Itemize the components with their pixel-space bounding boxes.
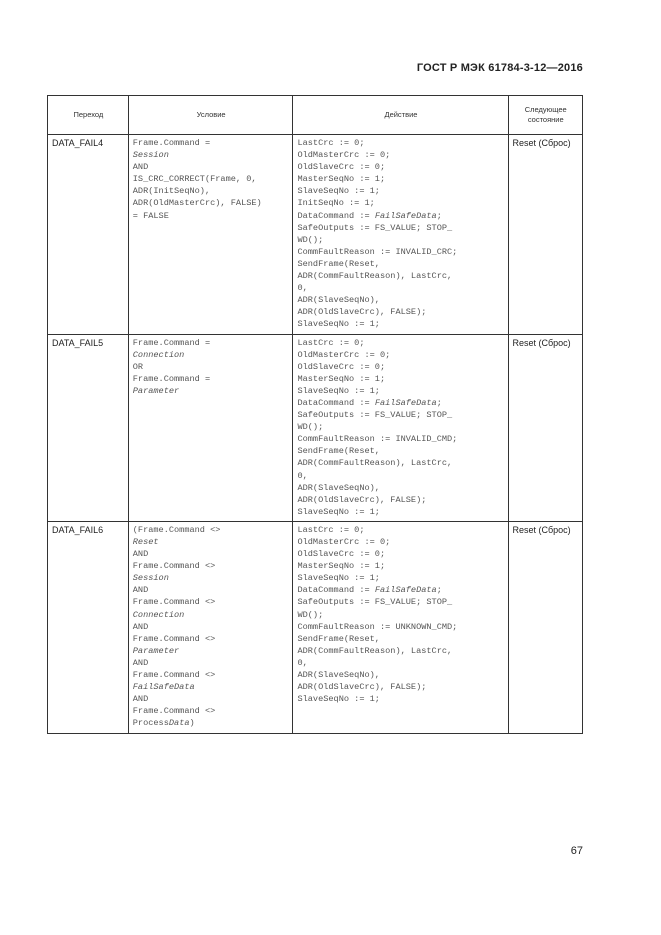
code-text: LastCrc := 0; xyxy=(297,524,365,535)
code-text: AND xyxy=(132,621,149,632)
code-identifier-italic: Connection xyxy=(132,609,185,620)
code-line xyxy=(297,421,504,433)
code-line xyxy=(297,548,504,560)
code-line xyxy=(297,433,504,445)
code-text: Frame.Command <> xyxy=(132,561,216,572)
code-line xyxy=(133,210,290,222)
page-number: 67 xyxy=(570,845,583,857)
code-line xyxy=(133,572,290,584)
code-line xyxy=(297,137,504,149)
code-text: SafeOutputs := FS_VALUE; STOP_ xyxy=(297,222,453,233)
code-text: SafeOutputs := FS_VALUE; STOP_ xyxy=(297,410,453,421)
code-text: ; xyxy=(436,397,442,408)
code-line xyxy=(133,161,290,173)
code-text: Frame.Command = xyxy=(132,138,211,148)
code-text: InitSeqNo := 1; xyxy=(297,198,375,209)
code-text: ADR(OldSlaveCrc), FALSE); xyxy=(297,307,427,318)
code-text: MasterSeqNo := 1; xyxy=(297,561,386,572)
code-text: SlaveSeqNo := 1; xyxy=(297,385,380,396)
code-text: AND xyxy=(132,694,149,705)
state-transition-table xyxy=(47,95,583,734)
table-row xyxy=(48,334,583,521)
code-line xyxy=(133,137,290,149)
code-line xyxy=(297,385,504,397)
table-header-row xyxy=(48,96,583,135)
code-text: OldMasterCrc := 0; xyxy=(297,537,391,547)
code-text: ; xyxy=(436,210,442,221)
code-text: SendFrame(Reset, xyxy=(297,633,380,644)
code-line xyxy=(133,185,290,197)
code-line xyxy=(133,669,290,681)
code-line xyxy=(297,681,504,693)
code-text: (Frame.Command <> xyxy=(132,524,221,535)
code-line xyxy=(133,621,290,633)
code-line xyxy=(133,536,290,548)
code-line xyxy=(133,596,290,608)
code-text: SendFrame(Reset, xyxy=(297,446,380,457)
next-state-cell: Reset (Сброс) xyxy=(508,521,583,733)
code-line xyxy=(297,161,504,173)
code-text: ADR(SlaveSeqNo), xyxy=(297,670,380,681)
column-header-transition: Переход xyxy=(48,96,129,135)
code-line xyxy=(297,560,504,572)
code-line xyxy=(297,258,504,270)
code-text: MasterSeqNo := 1; xyxy=(297,373,386,384)
code-text: IS_CRC_CORRECT(Frame, 0, xyxy=(132,174,257,185)
code-line xyxy=(297,306,504,318)
code-text: Frame.Command = xyxy=(132,337,211,348)
next-state-cell: Reset (Сброс) xyxy=(508,135,583,335)
code-identifier-italic: FailSafeData xyxy=(374,585,437,596)
code-line xyxy=(297,361,504,373)
code-text: ADR(OldSlaveCrc), FALSE); xyxy=(297,682,427,693)
code-line xyxy=(297,349,504,361)
code-line xyxy=(297,572,504,584)
document-header: ГОСТ Р МЭК 61784-3-12—2016 xyxy=(416,62,583,74)
code-line xyxy=(297,185,504,197)
code-text: AND xyxy=(132,585,149,596)
code-text: DataCommand := xyxy=(297,585,375,596)
code-line xyxy=(133,645,290,657)
code-text: SlaveSeqNo := 1; xyxy=(297,319,380,330)
code-line xyxy=(297,337,504,349)
code-line xyxy=(297,657,504,669)
code-text: CommFaultReason := INVALID_CMD; xyxy=(297,434,458,445)
transition-cell: DATA_FAIL6 xyxy=(48,521,129,733)
code-line xyxy=(297,669,504,681)
code-text: SendFrame(Reset, xyxy=(297,258,380,269)
code-line xyxy=(297,270,504,282)
code-text: OldSlaveCrc := 0; xyxy=(297,549,386,560)
column-header-next-state xyxy=(508,96,583,135)
code-text: SafeOutputs := FS_VALUE; STOP_ xyxy=(297,597,453,608)
code-line xyxy=(297,445,504,457)
code-line xyxy=(133,361,290,373)
code-text: ADR(CommFaultReason), LastCrc, xyxy=(297,645,453,656)
code-line xyxy=(297,409,504,421)
code-text: 0, xyxy=(297,657,308,668)
code-text: ADR(CommFaultReason), LastCrc, xyxy=(297,271,453,282)
code-line xyxy=(297,294,504,306)
code-text: CommFaultReason := INVALID_CRC; xyxy=(297,246,458,257)
code-text: DataCommand := xyxy=(297,397,375,408)
code-line xyxy=(297,633,504,645)
column-header-condition: Условие xyxy=(128,96,293,135)
code-text: WD(); xyxy=(297,234,324,245)
code-line xyxy=(297,210,504,222)
code-line xyxy=(297,246,504,258)
code-line xyxy=(297,197,504,209)
code-text: OldSlaveCrc := 0; xyxy=(297,361,386,372)
code-text: SlaveSeqNo := 1; xyxy=(297,573,380,584)
code-identifier-italic: Session xyxy=(132,150,169,161)
code-line xyxy=(133,337,290,349)
code-line xyxy=(297,609,504,621)
code-line xyxy=(297,524,504,536)
code-text: Frame.Command <> xyxy=(132,706,216,717)
code-text: Frame.Command <> xyxy=(132,670,216,681)
code-line xyxy=(133,560,290,572)
code-text: DataCommand := xyxy=(297,210,375,221)
code-line xyxy=(133,373,290,385)
code-identifier-italic: FailSafeData xyxy=(132,682,195,693)
code-text: ADR(InitSeqNo), xyxy=(132,186,211,197)
code-text: ADR(OldMasterCrc), FALSE) xyxy=(132,198,262,209)
code-line xyxy=(133,349,290,361)
code-line xyxy=(133,705,290,717)
code-text: AND xyxy=(132,549,149,560)
code-line xyxy=(297,506,504,518)
condition-cell xyxy=(128,135,293,335)
code-text: OldMasterCrc := 0; xyxy=(297,150,391,161)
code-line xyxy=(297,596,504,608)
code-identifier-italic: Reset xyxy=(132,537,159,547)
code-text: Frame.Command <> xyxy=(132,597,216,608)
code-line xyxy=(297,645,504,657)
code-text: WD(); xyxy=(297,609,324,620)
code-line xyxy=(297,173,504,185)
code-text: Frame.Command <> xyxy=(132,633,216,644)
code-line xyxy=(133,524,290,536)
code-text: OldSlaveCrc := 0; xyxy=(297,162,386,173)
code-line xyxy=(133,657,290,669)
code-line xyxy=(297,470,504,482)
code-line xyxy=(133,584,290,596)
code-line xyxy=(133,609,290,621)
code-line xyxy=(297,234,504,246)
code-identifier-italic: FailSafeData xyxy=(374,397,437,408)
transition-cell: DATA_FAIL5 xyxy=(48,334,129,521)
code-text: ) xyxy=(189,718,195,729)
next-state-header-line2: состояние xyxy=(527,114,564,124)
code-identifier-italic: Parameter xyxy=(132,385,180,396)
code-text: 0, xyxy=(297,283,308,294)
code-line xyxy=(297,494,504,506)
code-identifier-italic: Data xyxy=(168,718,190,729)
code-line xyxy=(297,457,504,469)
code-text: LastCrc := 0; xyxy=(297,337,365,348)
column-header-action: Действие xyxy=(293,96,508,135)
table-body xyxy=(48,135,583,734)
code-line xyxy=(297,318,504,330)
code-text: ADR(SlaveSeqNo), xyxy=(297,482,380,493)
table-row xyxy=(48,135,583,335)
condition-cell xyxy=(128,521,293,733)
code-line xyxy=(133,548,290,560)
code-line xyxy=(297,693,504,705)
code-line xyxy=(133,681,290,693)
code-text: WD(); xyxy=(297,422,324,433)
code-text: LastCrc := 0; xyxy=(297,138,365,148)
code-text: OldMasterCrc := 0; xyxy=(297,349,391,360)
action-cell xyxy=(293,135,508,335)
code-line xyxy=(297,222,504,234)
code-identifier-italic: Connection xyxy=(132,349,185,360)
condition-cell xyxy=(128,334,293,521)
code-identifier-italic: FailSafeData xyxy=(374,210,437,221)
code-text: ADR(OldSlaveCrc), FALSE); xyxy=(297,494,427,505)
code-line xyxy=(297,282,504,294)
code-line xyxy=(297,621,504,633)
code-text: ADR(CommFaultReason), LastCrc, xyxy=(297,458,453,469)
code-line xyxy=(297,482,504,494)
code-line xyxy=(133,385,290,397)
table-row xyxy=(48,521,583,733)
code-text: OR xyxy=(132,361,144,372)
next-state-cell: Reset (Сброс) xyxy=(508,334,583,521)
code-line xyxy=(133,149,290,161)
code-line xyxy=(133,693,290,705)
transition-cell: DATA_FAIL4 xyxy=(48,135,129,335)
code-line xyxy=(297,536,504,548)
code-text: = FALSE xyxy=(132,210,169,221)
code-text: MasterSeqNo := 1; xyxy=(297,174,386,185)
code-identifier-italic: Session xyxy=(132,573,169,584)
code-identifier-italic: Parameter xyxy=(132,645,180,656)
code-line xyxy=(133,173,290,185)
code-line xyxy=(133,633,290,645)
code-text: 0, xyxy=(297,470,308,481)
code-text: Frame.Command = xyxy=(132,373,211,384)
code-line xyxy=(297,373,504,385)
code-text: ADR(SlaveSeqNo), xyxy=(297,295,380,306)
code-line xyxy=(297,397,504,409)
action-cell xyxy=(293,334,508,521)
code-text: ; xyxy=(436,585,442,596)
code-line xyxy=(297,149,504,161)
code-text: SlaveSeqNo := 1; xyxy=(297,186,380,197)
code-line xyxy=(133,717,290,729)
code-text: Process xyxy=(132,718,169,729)
code-line xyxy=(297,584,504,596)
code-text: AND xyxy=(132,162,149,173)
code-text: SlaveSeqNo := 1; xyxy=(297,506,380,517)
action-cell xyxy=(293,521,508,733)
code-text: SlaveSeqNo := 1; xyxy=(297,694,380,705)
code-line xyxy=(133,197,290,209)
next-state-header-line1: Следующее xyxy=(524,104,567,114)
code-text: AND xyxy=(132,657,149,668)
code-text: CommFaultReason := UNKNOWN_CMD; xyxy=(297,621,458,632)
